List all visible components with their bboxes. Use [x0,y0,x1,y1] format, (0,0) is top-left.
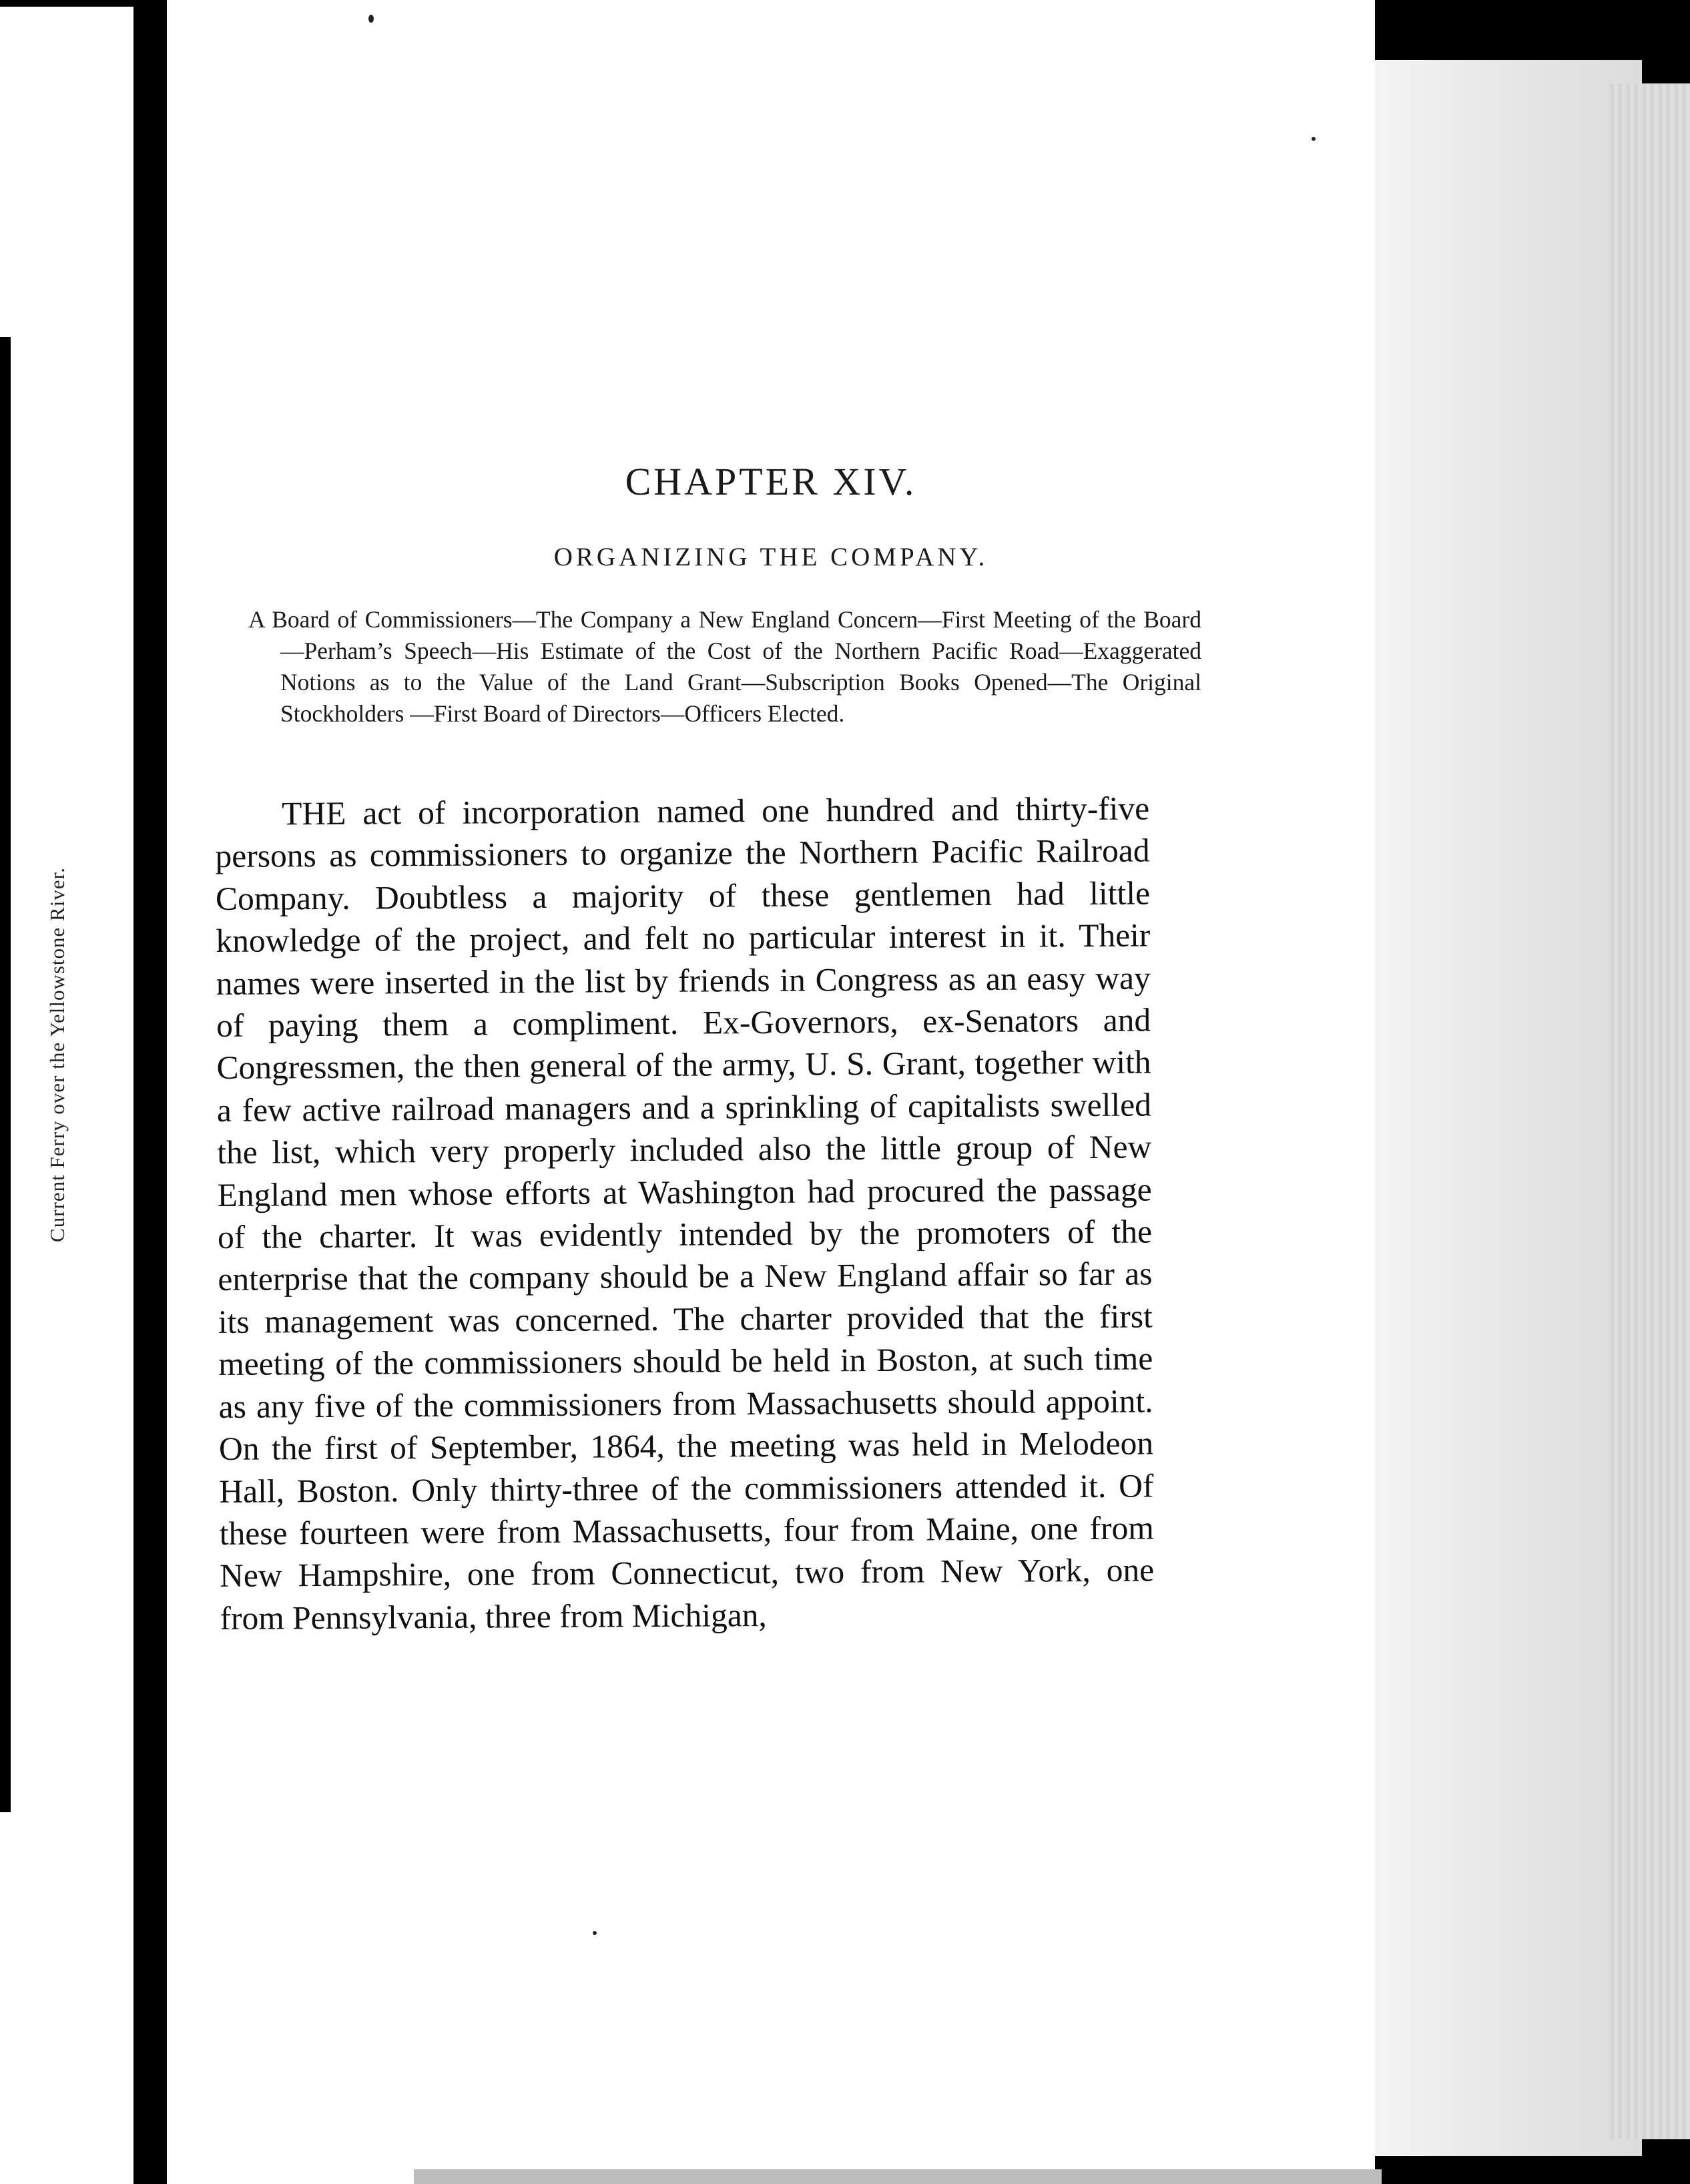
chapter-number: CHAPTER XIV. [625,460,917,503]
scan-speck [593,1931,597,1935]
page-bottom-shadow [414,2169,1382,2184]
chapter-title: ORGANIZING THE COMPANY. [553,543,989,571]
chapter-synopsis: A Board of Commissioners—The Company a New England Concern—First Meeting of the Board—Perham’s Speech—His Estimate of the Cost of the Northern Pacific Road—Exaggerated Notions as to the Value of the Land Grant—Subscription Books Opened—The Original Stockholders —First Board of Directors—Officers Elected. [248,606,1201,727]
page-stack-fore-edge [1609,83,1690,2139]
scan-speck [1312,137,1316,141]
facing-page-caption-area [37,794,77,1315]
book-binding-gutter [133,0,167,2184]
plate-caption: Current Ferry over the Yellowstone River. [45,867,69,1242]
page-stack-edge [1375,60,1642,2156]
scan-edge-shadow [0,337,11,1812]
scan-speck [368,15,374,23]
chapter-body-paragraph: THE act of incorporation named one hundred and thirty-five persons as commissioners to organize the Northern Pacific Railroad Company. Doubtless a majority of these gentlemen had little knowledge of the project, and felt no particular interest in it. Their names were inserted in the list by friends in Congress as an easy way of paying them a compliment. Ex-Governors, ex-Senators and Congressmen, the then general of the army, U. S. Grant, together with a few active railroad managers and a sprinkling of capitalists swelled the list, which very properly included also the little group of New England men whose efforts at Washington had procured the passage of the charter. It was evidently intended by the promoters of the enterprise that the company should be a New England affair so far as its management was concerned. The charter provided that the first meeting of the commissioners should be held in Boston, at such time as any five of the commissioners from Massachusetts should appoint. On the first of September, 1864, the meeting was held in Melodeon Hall, Boston. Only thirty-three of the commissioners attended it. Of these fourteen were from Massachusetts, four from Maine, one from New Hampshire, one from Connecticut, two from New York, one from Pennsylvania, three from Michigan, [215,790,1155,1637]
